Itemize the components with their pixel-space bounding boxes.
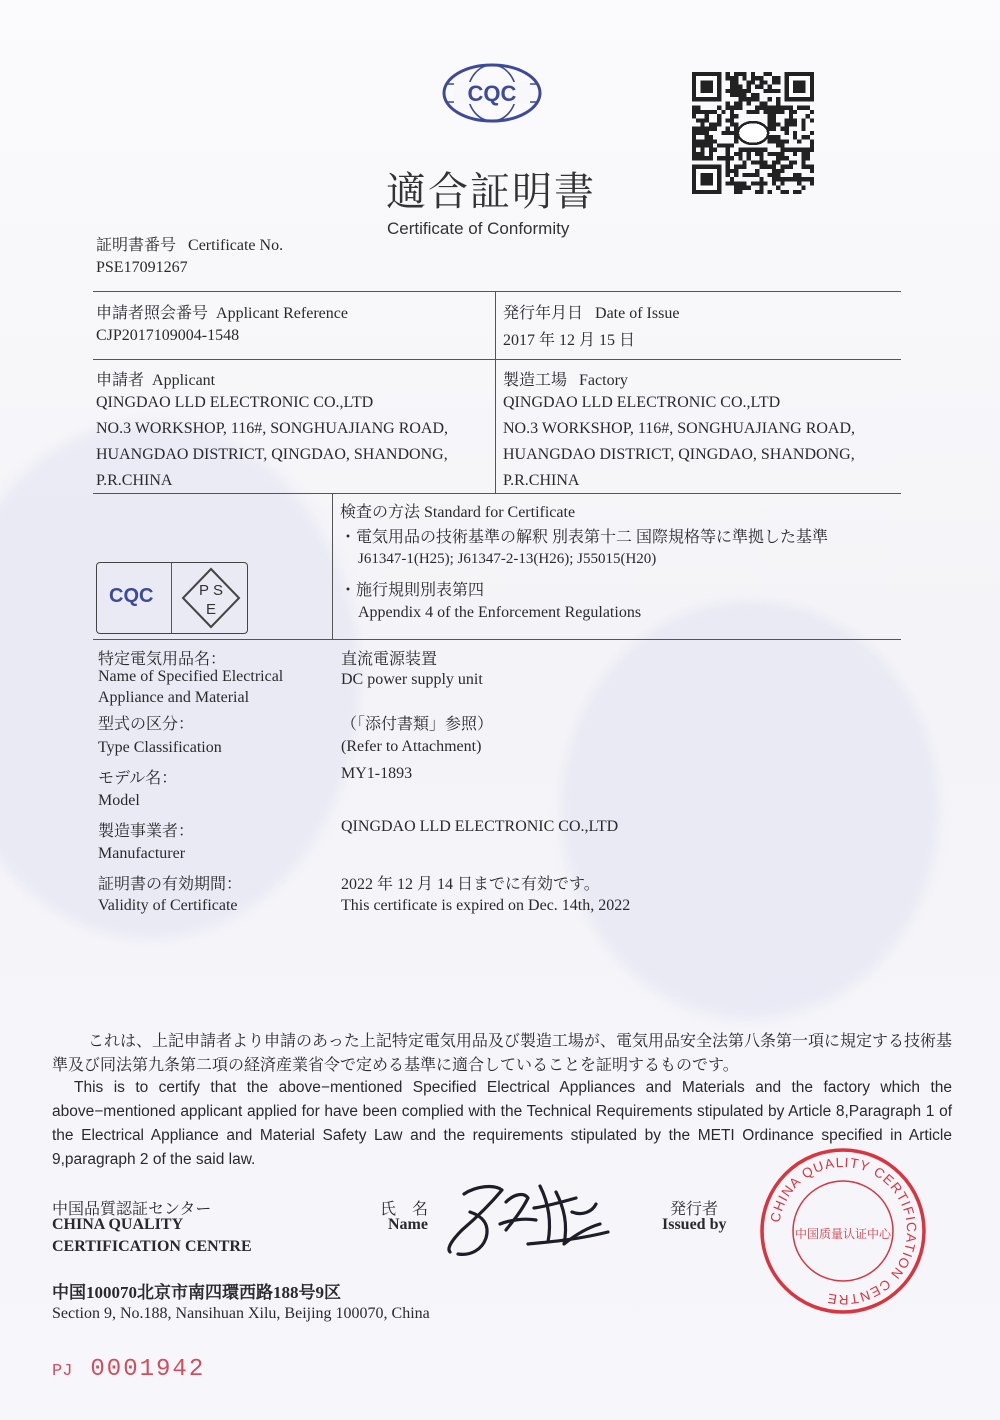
cqc-logo: [440, 62, 544, 124]
date-of-issue-value: 2017 年 12 月 15 日: [503, 332, 636, 349]
divider: [93, 359, 901, 360]
applicant-line: P.R.CHINA: [96, 472, 173, 489]
certificate-no-label: 証明書番号 Certificate No.: [96, 237, 284, 254]
standard-label: 検査の方法 Standard for Certificate: [340, 504, 576, 521]
type-value-en: (Refer to Attachment): [341, 738, 482, 755]
seal-inner-text: 中国质量认证中心: [794, 1227, 892, 1241]
applicant-line: QINGDAO LLD ELECTRONIC CO.,LTD: [96, 394, 374, 411]
background-wash: [560, 600, 940, 1020]
validity-value-en: This certificate is expired on Dec. 14th, 2022: [341, 897, 631, 914]
manufacturer-label-jp: 製造事業者：: [98, 823, 195, 840]
column-divider: [495, 291, 496, 493]
statement-en: This is to certify that the above−mentioned Specified Electrical Appliances and Materials and the factory which the above−mentioned applicant applied for have been complied with the Technical Requirements stipulated by Article 8,Paragraph 1 of the Electrical Appliance and Material Safety Law and the requirements stipulated by the METI Ordinance specified in Article 9,paragraph 2 of the said law.: [52, 1079, 952, 1168]
type-label-jp: 型式の区分：: [98, 716, 195, 733]
manufacturer-value: QINGDAO LLD ELECTRONIC CO.,LTD: [341, 818, 619, 835]
factory-line: QINGDAO LLD ELECTRONIC CO.,LTD: [503, 394, 781, 411]
type-label-en: Type Classification: [98, 739, 222, 756]
serial-number: [52, 1356, 205, 1383]
certification-mark-box: [96, 562, 248, 634]
name-label-en: Name: [388, 1216, 428, 1233]
type-value-jp: （「添付書類」参照）: [341, 716, 494, 733]
factory-label: 製造工場 Factory: [503, 372, 628, 389]
column-divider: [332, 493, 333, 639]
date-of-issue-label: 発行年月日 Date of Issue: [503, 305, 680, 322]
qr-finder: [700, 173, 713, 186]
certificate-no-value: PSE17091267: [96, 259, 188, 276]
factory-line: HUANGDAO DISTRICT, QINGDAO, SHANDONG,: [503, 446, 855, 463]
applicant-label: 申請者 Applicant: [96, 372, 216, 389]
divider: [93, 291, 901, 292]
divider: [93, 639, 901, 640]
applicant-reference-label: 申請者照会番号 Applicant Reference: [96, 305, 348, 322]
issuer-label-en: Issued by: [662, 1216, 727, 1233]
qr-code: [692, 72, 814, 194]
address-cn: 中国100070北京市南四環西路188号9区: [52, 1283, 341, 1302]
qr-center-logo: [738, 122, 768, 144]
signature: [436, 1172, 616, 1264]
model-label-en: Model: [98, 792, 140, 809]
issuer-label-jp: 発行者: [670, 1201, 719, 1218]
validity-label-jp: 証明書の有効期間：: [98, 876, 243, 893]
applicant-line: HUANGDAO DISTRICT, QINGDAO, SHANDONG,: [96, 446, 448, 463]
appliance-label-jp: 特定電気用品名：: [98, 651, 227, 668]
serial-prefix: PJ: [52, 1362, 73, 1381]
applicant-reference-value: CJP2017109004-1548: [96, 327, 240, 344]
standard-item-2-en: Appendix 4 of the Enforcement Regulations: [358, 604, 642, 621]
cqc-mark-text: CQC: [109, 585, 154, 607]
standard-item-2: ・施行規則別表第四: [340, 582, 485, 599]
pse-diamond-mark: [181, 567, 241, 629]
model-value: MY1-1893: [341, 765, 413, 782]
divider: [93, 493, 901, 494]
appliance-label-en: Name of Specified Electrical: [98, 668, 284, 685]
applicant-line: NO.3 WORKSHOP, 116#, SONGHUAJIANG ROAD,: [96, 420, 449, 437]
name-label-jp: 氏 名: [380, 1201, 435, 1218]
title-jp: 適合証明書: [386, 169, 596, 215]
serial-value: 0001942: [90, 1356, 206, 1383]
address-en: Section 9, No.188, Nansihuan Xilu, Beijing 100070, China: [52, 1305, 430, 1322]
standard-item-1: ・電気用品の技術基準の解釈 別表第十二 国際規格等に準拠した基準: [340, 529, 829, 546]
title-en: Certificate of Conformity: [387, 219, 570, 238]
factory-line: NO.3 WORKSHOP, 116#, SONGHUAJIANG ROAD,: [503, 420, 856, 437]
statement-jp: これは、上記申請者より申請のあった上記特定電気用品及び製造工場が、電気用品安全法第八条第一項に規定する技術基準及び同法第九条第二項の経済産業省令で定める基準に適合していることを証明するものです。: [52, 1033, 952, 1074]
cqc-seal: [758, 1146, 928, 1316]
org-name-en: CHINA QUALITY: [52, 1216, 184, 1233]
seal-outer-text: CHINA QUALITY CERTIFICATION CENTRE: [767, 1154, 920, 1308]
validity-label-en: Validity of Certificate: [98, 897, 238, 914]
org-name-jp: 中国品質認証センター: [52, 1201, 212, 1218]
qr-finder: [700, 80, 713, 93]
org-name-en: CERTIFICATION CENTRE: [52, 1238, 252, 1255]
validity-value-jp: 2022 年 12 月 14 日までに有効です。: [341, 876, 600, 893]
appliance-value-jp: 直流電源装置: [341, 651, 438, 668]
appliance-value-en: DC power supply unit: [341, 671, 483, 688]
mark-divider: [171, 563, 172, 633]
model-label-jp: モデル名：: [98, 770, 178, 787]
standard-codes: J61347-1(H25); J61347-2-13(H26); J55015(H20): [358, 551, 657, 567]
pse-mark-top: P S: [199, 582, 223, 599]
cqc-logo-text: CQC: [467, 81, 517, 106]
manufacturer-label-en: Manufacturer: [98, 845, 186, 862]
qr-finder: [793, 80, 806, 93]
pse-mark-bottom: E: [205, 601, 217, 618]
appliance-label-en: Appliance and Material: [98, 689, 250, 706]
factory-line: P.R.CHINA: [503, 472, 580, 489]
